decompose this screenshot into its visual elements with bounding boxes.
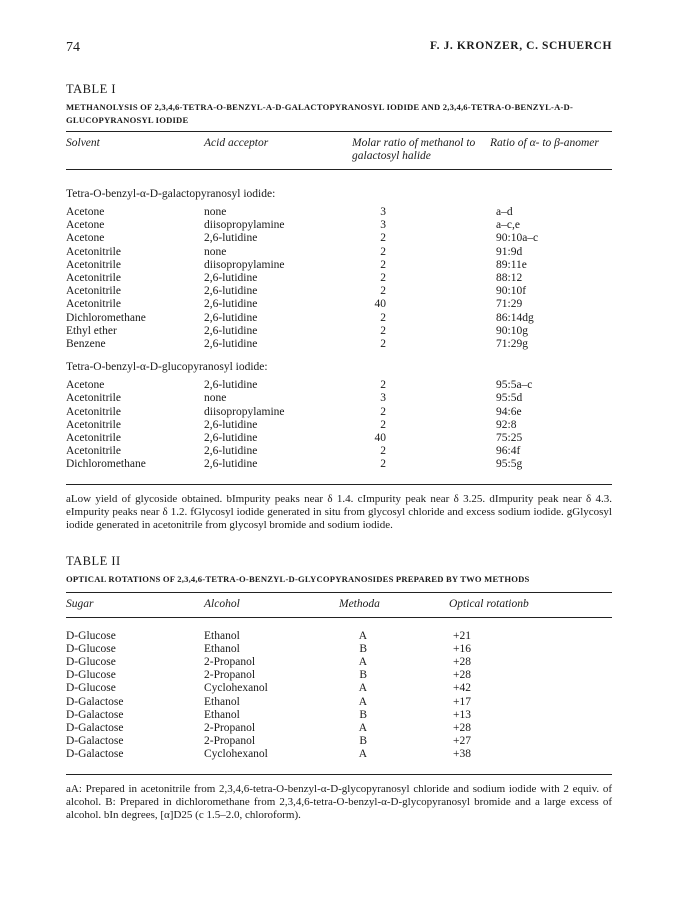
group-title-gluco: Tetra-O-benzyl-α-D-glucopyranosyl iodide: (66, 361, 268, 374)
table-rule (66, 774, 612, 775)
cell-text: 95:5a–c (496, 379, 533, 392)
cell-text: 2,6-lutidine (204, 324, 258, 337)
header-optical-rotation: Optical rotationb (449, 597, 529, 610)
cell-4 (449, 656, 612, 669)
cell-2 (204, 630, 339, 643)
table-row (66, 285, 612, 298)
header-anomer-ratio: Ratio of α- to β-anomer (490, 137, 599, 149)
cell-2 (204, 285, 352, 298)
cell-text: A (358, 656, 367, 669)
cell-3 (339, 682, 449, 695)
cell-4 (490, 419, 612, 432)
cell-3 (352, 246, 490, 259)
cell-4 (449, 722, 612, 735)
table-1-title: METHANOLYSIS OF 2,3,4,6-TETRA-O-BENZYL-Α-D-GALACTOPYRANOSYL IODIDE AND 2,3,4,6-TETRA-O-BENZYL-Α-D-GLUCOPYRANOSYL IODIDE (66, 102, 574, 125)
table-row (66, 419, 612, 432)
cell-text: Ethanol (204, 695, 240, 708)
cell-2 (204, 338, 352, 351)
cell-text: 2,6-lutidine (204, 311, 258, 324)
cell-1 (66, 432, 204, 445)
cell-text: 92:8 (496, 418, 517, 431)
table-2-title: OPTICAL ROTATIONS OF 2,3,4,6-TETRA-O-BENZYL-D-GLYCOPYRANOSIDES PREPARED BY TWO METHODS (66, 573, 530, 584)
cell-text: Benzene (66, 338, 106, 351)
cell-text: a–c,e (496, 219, 520, 232)
cell-text: 89:11e (496, 258, 527, 271)
cell-text: none (204, 206, 227, 218)
cell-text: 71:29 (496, 298, 523, 311)
cell-text: D-Galactose (66, 735, 124, 748)
cell-3 (339, 696, 449, 709)
cell-1 (66, 298, 204, 311)
cell-text: A (358, 748, 367, 761)
cell-2 (204, 379, 352, 392)
table-row (66, 458, 612, 471)
cell-text: A (358, 682, 367, 695)
cell-text: none (204, 245, 227, 258)
cell-3 (352, 272, 490, 285)
cell-text: Cyclohexanol (204, 748, 268, 761)
cell-text: Acetonitrile (66, 432, 121, 445)
table-row (66, 643, 612, 656)
cell-2 (204, 259, 352, 272)
cell-1 (66, 325, 204, 338)
cell-text: 2 (380, 379, 386, 392)
cell-text: 40 (374, 432, 386, 445)
cell-4 (490, 458, 612, 471)
table-row (66, 669, 612, 682)
cell-2 (204, 748, 339, 761)
cell-text: 75:25 (496, 432, 523, 445)
cell-4 (449, 709, 612, 722)
cell-3 (352, 325, 490, 338)
cell-text: diisopropylamine (204, 258, 285, 271)
table-row (66, 392, 612, 405)
cell-text: 2,6-lutidine (204, 458, 258, 471)
cell-2 (204, 298, 352, 311)
table-row (66, 682, 612, 695)
cell-text: +21 (453, 629, 471, 642)
cell-4 (490, 272, 612, 285)
cell-2 (204, 419, 352, 432)
cell-text: 2,6-lutidine (204, 432, 258, 445)
cell-text: Acetonitrile (66, 298, 121, 311)
cell-2 (204, 312, 352, 325)
cell-text: D-Galactose (66, 748, 124, 761)
cell-text: Ethanol (204, 642, 240, 655)
cell-4 (490, 298, 612, 311)
table-2 (66, 554, 612, 822)
cell-3 (339, 656, 449, 669)
cell-text: 90:10a–c (496, 232, 539, 245)
cell-text: Acetonitrile (66, 272, 121, 285)
cell-3 (352, 259, 490, 272)
cell-4 (490, 285, 612, 298)
cell-2 (204, 325, 352, 338)
cell-2 (204, 219, 352, 232)
cell-1 (66, 272, 204, 285)
cell-4 (449, 748, 612, 761)
cell-text: 2,6-lutidine (204, 445, 258, 458)
cell-text: A (358, 629, 367, 642)
cell-text: 2-Propanol (204, 722, 256, 735)
cell-text: 2,6-lutidine (204, 338, 258, 351)
cell-3 (339, 735, 449, 748)
cell-text: diisopropylamine (204, 405, 285, 418)
cell-text: +16 (453, 642, 471, 655)
cell-4 (490, 379, 612, 392)
cell-2 (204, 669, 339, 682)
page-number: 74 (66, 40, 80, 55)
cell-1 (66, 748, 204, 761)
cell-1 (66, 232, 204, 245)
cell-3 (352, 419, 490, 432)
cell-text: 95:5d (496, 392, 523, 405)
cell-text: Acetone (66, 219, 105, 232)
cell-3 (339, 630, 449, 643)
cell-1 (66, 656, 204, 669)
cell-text: Cyclohexanol (204, 682, 268, 695)
cell-2 (204, 722, 339, 735)
header-acid-acceptor: Acid acceptor (204, 137, 269, 149)
table-row (66, 272, 612, 285)
table-row (66, 232, 612, 245)
cell-text: 2,6-lutidine (204, 379, 258, 392)
table-row (66, 259, 612, 272)
cell-2 (204, 696, 339, 709)
cell-1 (66, 285, 204, 298)
cell-text: a–d (496, 206, 513, 218)
cell-1 (66, 379, 204, 392)
cell-1 (66, 630, 204, 643)
cell-text: D-Glucose (66, 642, 116, 655)
cell-3 (352, 232, 490, 245)
cell-3 (352, 312, 490, 325)
paper-page (66, 40, 612, 822)
cell-text: 2 (380, 245, 386, 258)
cell-4 (449, 643, 612, 656)
cell-1 (66, 419, 204, 432)
cell-2 (204, 246, 352, 259)
cell-3 (352, 432, 490, 445)
table-row (66, 246, 612, 259)
table-row (66, 630, 612, 643)
cell-text: +27 (453, 735, 471, 748)
table-row (66, 298, 612, 311)
cell-text: 2 (380, 445, 386, 458)
cell-2 (204, 643, 339, 656)
cell-text: B (359, 642, 367, 655)
cell-text: Acetonitrile (66, 258, 121, 271)
cell-3 (352, 285, 490, 298)
cell-text: D-Glucose (66, 669, 116, 682)
cell-text: Acetonitrile (66, 405, 121, 418)
cell-text: A (358, 695, 367, 708)
cell-text: 2 (380, 258, 386, 271)
cell-2 (204, 458, 352, 471)
header-molar-ratio: Molar ratio of methanol to galactosyl halide (352, 137, 476, 162)
cell-4 (490, 406, 612, 419)
cell-1 (66, 219, 204, 232)
cell-text: D-Glucose (66, 629, 116, 642)
table-row (66, 406, 612, 419)
cell-text: 2,6-lutidine (204, 272, 258, 285)
cell-text: 2 (380, 232, 386, 245)
cell-4 (449, 735, 612, 748)
cell-text: 2 (380, 285, 386, 298)
cell-text: A (358, 722, 367, 735)
cell-2 (204, 682, 339, 695)
table-1 (66, 82, 612, 532)
cell-4 (490, 206, 612, 219)
table-row (66, 338, 612, 351)
table-2-header (66, 593, 612, 617)
cell-text: 3 (380, 206, 386, 218)
cell-4 (490, 232, 612, 245)
cell-text: Acetonitrile (66, 285, 121, 298)
cell-text: +28 (453, 722, 471, 735)
cell-text: 2-Propanol (204, 669, 256, 682)
cell-3 (352, 206, 490, 219)
cell-2 (204, 735, 339, 748)
cell-1 (66, 246, 204, 259)
cell-1 (66, 735, 204, 748)
cell-text: D-Glucose (66, 682, 116, 695)
table-row (66, 325, 612, 338)
cell-4 (449, 630, 612, 643)
cell-text: +28 (453, 669, 471, 682)
table-1-group-1 (66, 206, 612, 351)
table-2-label: TABLE II (66, 553, 121, 568)
table-2-body (66, 630, 612, 762)
cell-1 (66, 206, 204, 219)
cell-text: 2 (380, 458, 386, 471)
table-1-header (66, 132, 612, 169)
cell-text: 2 (380, 338, 386, 351)
table-row (66, 379, 612, 392)
cell-text: 2,6-lutidine (204, 298, 258, 311)
cell-text: 88:12 (496, 272, 523, 285)
cell-text: Acetone (66, 232, 105, 245)
cell-4 (490, 432, 612, 445)
cell-text: 2,6-lutidine (204, 285, 258, 298)
header-alcohol: Alcohol (204, 597, 240, 610)
cell-text: 90:10f (496, 285, 527, 298)
cell-4 (490, 338, 612, 351)
cell-text: 3 (380, 219, 386, 232)
cell-2 (204, 232, 352, 245)
cell-4 (449, 696, 612, 709)
cell-2 (204, 656, 339, 669)
cell-text: 2 (380, 324, 386, 337)
table-1-footnotes: aLow yield of glycoside obtained. bImpurity peaks near δ 1.4. cImpurity peak near δ 3.25. dImpurity peak near δ 4.3. eImpurity peaks near δ 1.2. fGlycosyl iodide generated in situ from glycosyl chloride and excess sodium iodide. gGlycosyl iodide generated in acetonitrile from glycosyl bromide and sodium iodide. (66, 492, 612, 531)
cell-3 (339, 709, 449, 722)
table-1-group-2 (66, 379, 612, 471)
cell-1 (66, 696, 204, 709)
table-rule (66, 484, 612, 485)
cell-text: D-Glucose (66, 656, 116, 669)
cell-text: +42 (453, 682, 471, 695)
cell-1 (66, 338, 204, 351)
group-title-galacto: Tetra-O-benzyl-α-D-galactopyranosyl iodide: (66, 188, 276, 200)
table-rule (66, 617, 612, 618)
cell-3 (352, 298, 490, 311)
cell-text: 95:5g (496, 458, 523, 471)
cell-text: 3 (380, 392, 386, 405)
cell-4 (490, 219, 612, 232)
cell-1 (66, 722, 204, 735)
cell-text: D-Galactose (66, 722, 124, 735)
cell-text: B (359, 735, 367, 748)
cell-4 (490, 246, 612, 259)
cell-3 (339, 643, 449, 656)
cell-3 (352, 379, 490, 392)
cell-3 (352, 392, 490, 405)
header-sugar: Sugar (66, 597, 94, 610)
cell-text: +17 (453, 695, 471, 708)
cell-text: Acetone (66, 206, 105, 218)
cell-1 (66, 682, 204, 695)
table-row (66, 432, 612, 445)
cell-text: 2-Propanol (204, 735, 256, 748)
table-row (66, 735, 612, 748)
cell-1 (66, 669, 204, 682)
cell-2 (204, 392, 352, 405)
cell-1 (66, 392, 204, 405)
cell-text: Acetone (66, 379, 105, 392)
table-row (66, 748, 612, 761)
cell-text: 71:29g (496, 338, 528, 351)
table-row (66, 312, 612, 325)
cell-1 (66, 259, 204, 272)
cell-4 (490, 312, 612, 325)
cell-4 (490, 445, 612, 458)
cell-text: +38 (453, 748, 471, 761)
cell-3 (352, 406, 490, 419)
cell-text: Acetonitrile (66, 245, 121, 258)
cell-text: 2 (380, 272, 386, 285)
header-solvent: Solvent (66, 137, 100, 149)
table-rule (66, 169, 612, 170)
cell-text: Ethanol (204, 708, 240, 721)
cell-text: 86:14dg (496, 311, 534, 324)
cell-text: B (359, 669, 367, 682)
cell-text: 90:10g (496, 324, 528, 337)
cell-3 (339, 669, 449, 682)
cell-text: +28 (453, 656, 471, 669)
cell-text: 96:4f (496, 445, 521, 458)
cell-1 (66, 709, 204, 722)
cell-text: Acetonitrile (66, 445, 121, 458)
cell-text: 2-Propanol (204, 656, 256, 669)
table-row (66, 722, 612, 735)
cell-text: 2 (380, 405, 386, 418)
cell-text: Acetonitrile (66, 418, 121, 431)
table-row (66, 709, 612, 722)
running-head (66, 40, 612, 56)
cell-text: none (204, 392, 227, 405)
cell-2 (204, 432, 352, 445)
table-row (66, 445, 612, 458)
cell-text: Ethyl ether (66, 324, 117, 337)
cell-text: Acetonitrile (66, 392, 121, 405)
cell-text: Dichloromethane (66, 311, 146, 324)
cell-text: Ethanol (204, 629, 240, 642)
cell-text: D-Galactose (66, 695, 124, 708)
cell-2 (204, 709, 339, 722)
cell-3 (352, 458, 490, 471)
cell-4 (490, 392, 612, 405)
cell-text: diisopropylamine (204, 219, 285, 232)
cell-1 (66, 445, 204, 458)
table-row (66, 206, 612, 219)
cell-text: 2 (380, 311, 386, 324)
cell-4 (490, 325, 612, 338)
authors: F. J. KRONZER, C. SCHUERCH (430, 40, 612, 52)
cell-text: 40 (374, 298, 386, 311)
table-row (66, 656, 612, 669)
cell-4 (490, 259, 612, 272)
cell-text: +13 (453, 708, 471, 721)
cell-2 (204, 445, 352, 458)
cell-1 (66, 312, 204, 325)
cell-3 (339, 748, 449, 761)
cell-1 (66, 406, 204, 419)
cell-text: Dichloromethane (66, 458, 146, 471)
cell-text: 2 (380, 418, 386, 431)
cell-text: 2,6-lutidine (204, 232, 258, 245)
cell-text: 2,6-lutidine (204, 418, 258, 431)
cell-2 (204, 272, 352, 285)
cell-1 (66, 458, 204, 471)
cell-4 (449, 669, 612, 682)
cell-3 (352, 338, 490, 351)
table-2-footnotes: aA: Prepared in acetonitrile from 2,3,4,6-tetra-O-benzyl-α-D-glycopyranosyl chloride and sodium iodide with 2 equiv. of alcohol. B: Prepared in dichloromethane from 2,3,4,6-tetra-O-benzyl-α-D-glycopyranosyl bromide and a large excess of alcohol. bIn degrees, [α]D25 (c 1.5–2.0, chloroform). (66, 782, 612, 821)
cell-text: B (359, 708, 367, 721)
table-row (66, 219, 612, 232)
cell-text: 94:6e (496, 405, 522, 418)
table-row (66, 696, 612, 709)
cell-4 (449, 682, 612, 695)
cell-3 (339, 722, 449, 735)
cell-3 (352, 219, 490, 232)
cell-text: D-Galactose (66, 708, 124, 721)
cell-3 (352, 445, 490, 458)
cell-text: 91:9d (496, 245, 523, 258)
header-method: Methoda (339, 597, 380, 610)
cell-2 (204, 206, 352, 219)
cell-1 (66, 643, 204, 656)
cell-2 (204, 406, 352, 419)
table-1-label: TABLE I (66, 82, 117, 96)
